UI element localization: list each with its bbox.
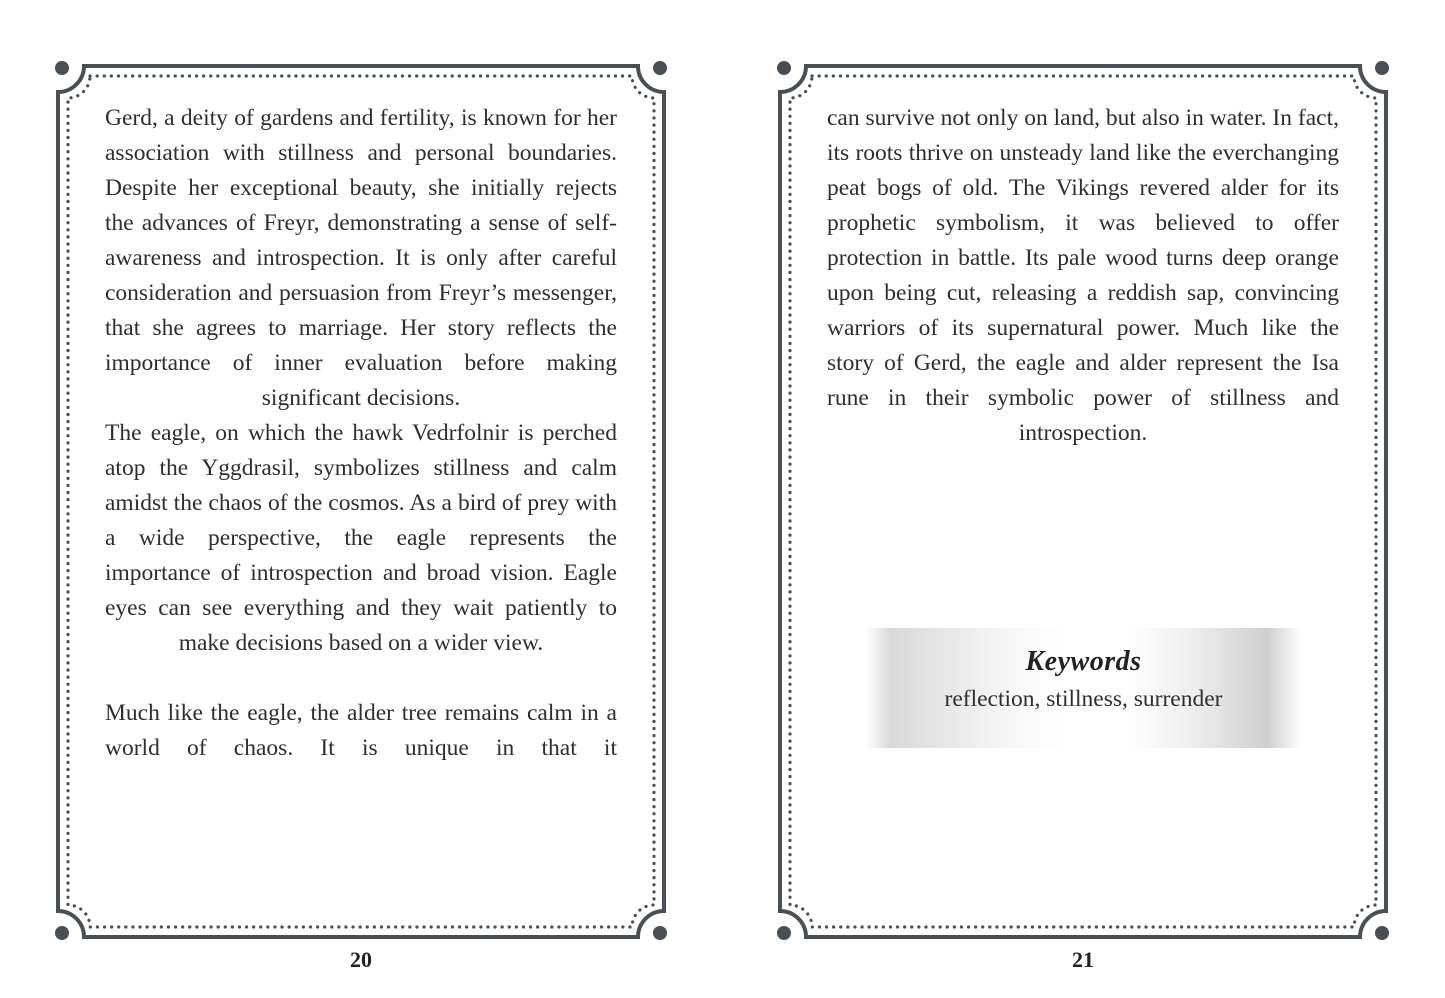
right-page-text	[827, 101, 1339, 451]
page-number-label: 21	[1072, 947, 1094, 972]
paragraph-eagle: The eagle, on which the hawk Vedrfolnir is perched atop the Yggdrasil, symbolizes stillness and calm amidst the chaos of the cosmos. As a bird of prey with a wide perspective, the eagle represents the importance of introspection and broad vision. Eagle eyes can see everything and they wait patiently to make decisions based on a wider view.	[105, 420, 617, 656]
page-number	[722, 947, 1444, 973]
frame-corner-dot	[653, 61, 667, 75]
frame-corner-dot	[653, 926, 667, 940]
frame-corner-dot	[1375, 926, 1389, 940]
paragraph-alder-continued: can survive not only on land, but also in water. In fact, its roots thrive on unsteady land like the everchanging peat bogs of old. The Vikings revered alder for its prophetic symbolism, it was believed to offer protection in battle. Its pale wood turns deep orange upon being cut, releasing a reddish sap, convincing warriors of its supernatural power. Much like the story of Gerd, the eagle and alder represent the Isa rune in their symbolic power of stillness and introspection.	[827, 105, 1339, 446]
right-page	[722, 0, 1444, 998]
frame-corner-dot	[777, 61, 791, 75]
page-number-label: 20	[350, 947, 372, 972]
page-number	[0, 947, 722, 973]
frame-corner-dot	[777, 926, 791, 940]
left-page	[0, 0, 722, 998]
keywords-list: reflection, stillness, surrender	[944, 686, 1223, 712]
paragraph-gerd: Gerd, a deity of gardens and fertility, is known for her association with stillness and personal boundaries. Despite her exceptional beauty, she initially rejects the advances of Freyr, demonstrating a sense of self-awareness and introspection. It is only after careful consideration and persuasion from Freyr’s messenger, that she agrees to marriage. Her story reflects the importance of inner evaluation before making significant decisions.	[105, 105, 617, 411]
frame-corner-dot	[55, 61, 69, 75]
left-page-text	[105, 101, 617, 766]
paragraph-alder-start: Much like the eagle, the alder tree remains calm in a world of chaos. It is unique in that it	[105, 700, 617, 761]
keywords-title: Keywords	[1025, 646, 1142, 677]
frame-corner-dot	[55, 926, 69, 940]
frame-corner-dot	[1375, 61, 1389, 75]
keywords-box	[865, 628, 1302, 748]
